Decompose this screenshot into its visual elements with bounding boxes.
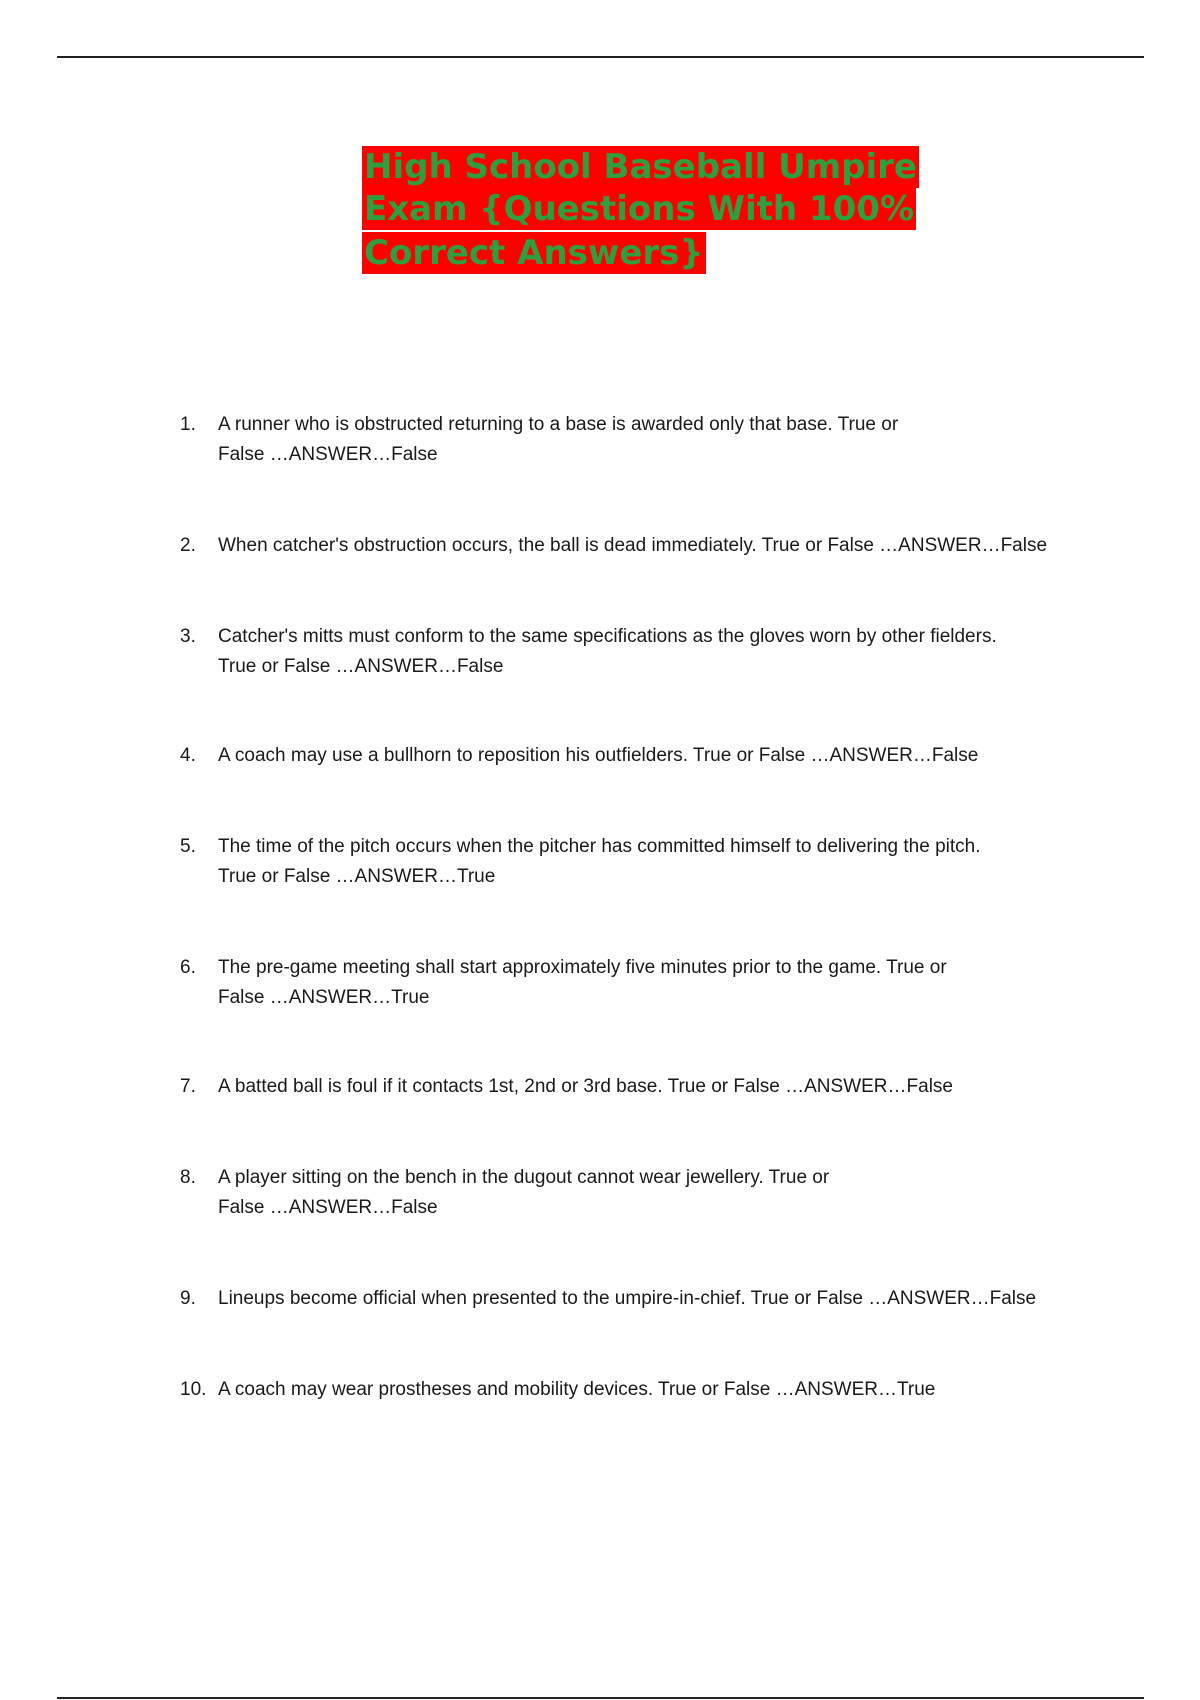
title-line: Correct Answers} <box>364 233 704 273</box>
question-item <box>180 622 1100 682</box>
question-item <box>180 1163 1100 1223</box>
question-text: When catcher's obstruction occurs, the ball is dead immediately. True or False …ANSWER…False <box>218 535 1048 556</box>
title-line: High School Baseball Umpire <box>364 147 917 187</box>
question-number: 1. <box>180 414 196 435</box>
question-number: 9. <box>180 1288 196 1309</box>
question-number: 4. <box>180 745 196 766</box>
question-number: 6. <box>180 957 196 978</box>
question-text: A coach may wear prostheses and mobility devices. True or False …ANSWER…True <box>218 1379 936 1400</box>
question-item <box>180 410 1100 470</box>
question-item <box>180 531 1100 561</box>
question-item <box>180 953 1100 1013</box>
question-item <box>180 832 1100 892</box>
question-number: 8. <box>180 1167 196 1188</box>
question-text: The pre-game meeting shall start approximately five minutes prior to the game. True or False …ANSWER…True <box>218 957 947 1008</box>
question-text: Catcher's mitts must conform to the same specifications as the gloves worn by other fielders. True or False …ANSWER…False <box>218 626 997 677</box>
question-text: A runner who is obstructed returning to a base is awarded only that base. True or False …ANSWER…False <box>218 414 899 465</box>
question-text: The time of the pitch occurs when the pitcher has committed himself to delivering the pitch. True or False …ANSWER…True <box>218 836 981 887</box>
question-text: A player sitting on the bench in the dugout cannot wear jewellery. True or False …ANSWER…False <box>218 1167 830 1218</box>
question-item <box>180 1375 1100 1405</box>
title-line: Exam {Questions With 100% <box>364 189 915 229</box>
question-item <box>180 1072 1100 1102</box>
question-number: 3. <box>180 626 196 647</box>
top-divider <box>57 56 1144 58</box>
question-number: 7. <box>180 1076 196 1097</box>
question-number: 5. <box>180 836 196 857</box>
bottom-divider <box>57 1697 1144 1699</box>
question-text: A batted ball is foul if it contacts 1st, 2nd or 3rd base. True or False …ANSWER…False <box>218 1076 953 1097</box>
question-number: 10. <box>180 1379 207 1400</box>
question-text: Lineups become official when presented to the umpire-in-chief. True or False …ANSWER…False <box>218 1288 1037 1309</box>
question-text: A coach may use a bullhorn to reposition his outfielders. True or False …ANSWER…False <box>218 745 979 766</box>
question-item <box>180 1284 1100 1314</box>
question-item <box>180 741 1100 771</box>
question-number: 2. <box>180 535 196 556</box>
